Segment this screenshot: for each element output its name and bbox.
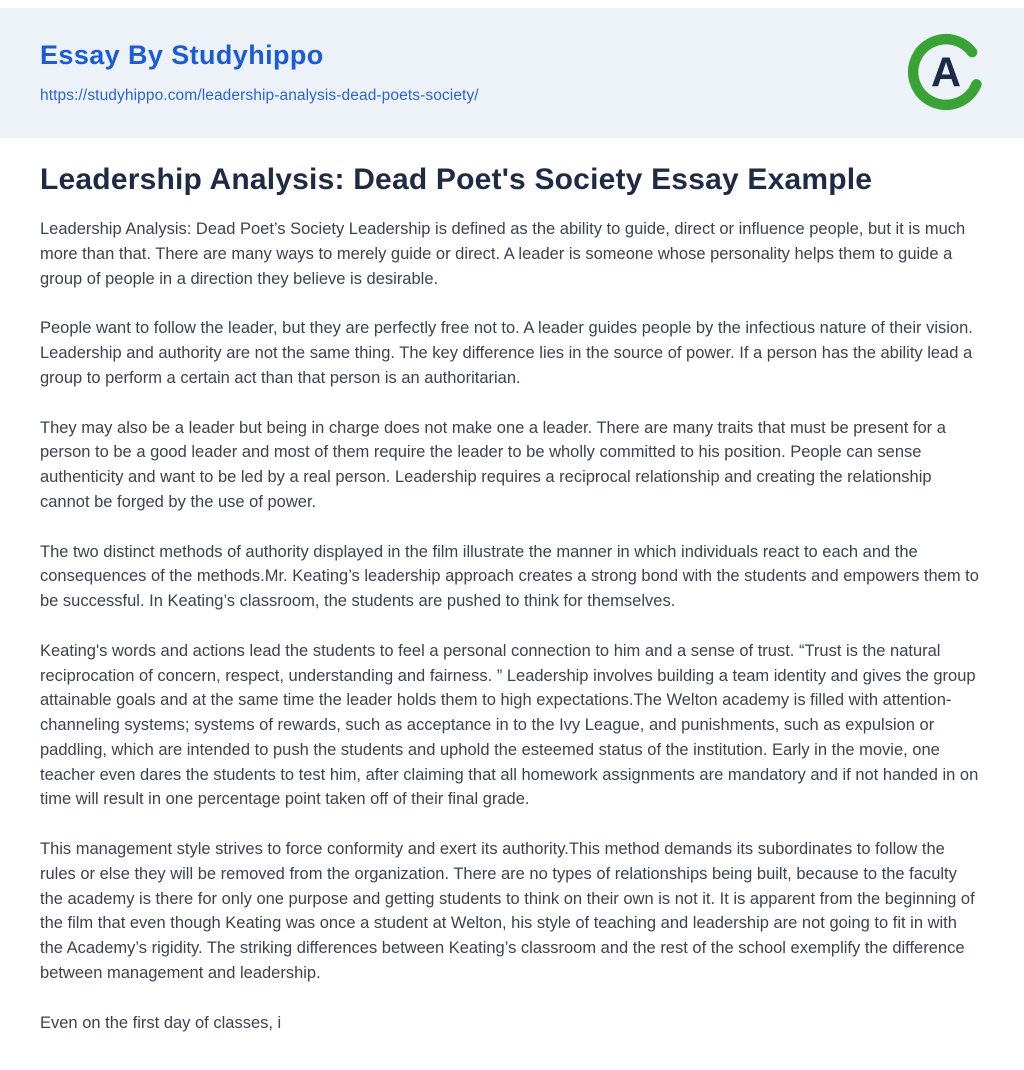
essay-paragraph: Keating's words and actions lead the students to feel a personal connection to him and a sense of trust. “Trust is the natural reciprocation of concern, respect, understanding and fairness. ” Leadership involves building a team identity and gives the group attainable goals and at the same time the leader holds them to high expectations.The Welton academy is filled with attention-channeling systems; systems of rewards, such as acceptance in to the Ivy League, and punishments, such as expulsion or paddling, which are intended to push the students and uphold the esteemed status of the institution. Early in the movie, one teacher even dares the students to test him, after claiming that all homework assignments are mandatory and if not handed in on time will result in one percentage point taken off of their final grade. bbox=[40, 641, 979, 809]
site-title: Essay By Studyhippo bbox=[40, 39, 324, 70]
essay-paragraph: They may also be a leader but being in charge does not make one a leader. There are many traits that must be present for a person to be a good leader and most of them require the leader to be wholly committed to his position. People can sense authenticity and want to be led by a real person. Leadership requires a reciprocal relationship and creating the relationship cannot be forged by the use of power. bbox=[40, 418, 946, 511]
essay-paragraph: This management style strives to force conformity and exert its authority.This method demands its subordinates to follow the rules or else they will be removed from the organization. There are no types of relationships being built, because to the faculty the academy is there for only one purpose and getting students to think on their own is not it. It is apparent from the beginning of the film that even though Keating was once a student at Welton, his style of teaching and leadership are not going to fit in with the Academy’s rigidity. The striking differences between Keating’s classroom and the rest of the school exemplify the difference between management and leadership. bbox=[40, 840, 975, 982]
essay-paragraph: Leadership Analysis: Dead Poet’s Society Leadership is defined as the ability to guide, direct or influence people, but it is much more than that. There are many ways to merely guide or direct. A leader is someone whose personality helps them to guide a group of people in a direction they believe is desirable. bbox=[40, 220, 966, 288]
header bbox=[0, 8, 1024, 138]
source-url-link[interactable]: https://studyhippo.com/leadership-analysis-dead-poets-society/ bbox=[40, 86, 479, 104]
essay-paragraph: The two distinct methods of authority displayed in the film illustrate the manner in which individuals react to each and the consequences of the methods.Mr. Keating’s leadership approach creates a strong bond with the students and empowers them to be successful. In Keating’s classroom, the students are pushed to think for themselves. bbox=[40, 542, 979, 611]
studyhippo-logo-icon bbox=[906, 32, 986, 112]
essay-paragraph: Even on the first day of classes, i bbox=[40, 1013, 282, 1032]
essay-paragraph: People want to follow the leader, but they are perfectly free not to. A leader guides people by the infectious nature of their vision. Leadership and authority are not the same thing. The key difference lies in the source of power. If a person has the ability lead a group to perform a certain act than that person is an authoritarian. bbox=[40, 319, 973, 387]
header-text-block bbox=[40, 40, 479, 105]
essay-title: Leadership Analysis: Dead Poet's Society Essay Example bbox=[40, 163, 873, 196]
logo-letter: A bbox=[930, 48, 962, 96]
essay-content bbox=[0, 138, 1024, 1070]
